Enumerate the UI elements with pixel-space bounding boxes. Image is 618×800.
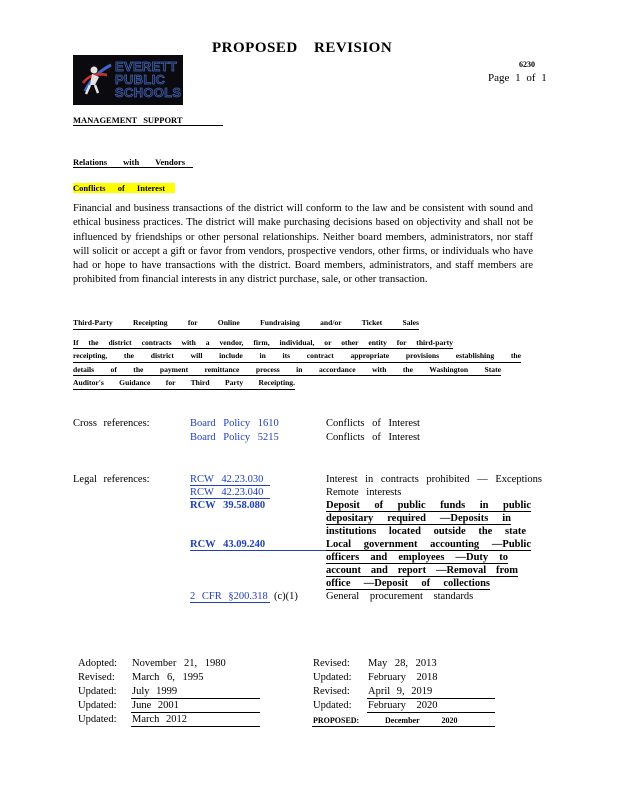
cross-ref-title-2: Conflicts of Interest [326, 432, 420, 443]
history-right-label-1: Revised: [313, 658, 350, 669]
section-title: MANAGEMENT SUPPORT [73, 115, 223, 126]
legal-ref-title-4-line-1: Local government accounting —Public [326, 539, 531, 550]
history-right-label-2: Updated: [313, 672, 352, 683]
title-proposed: PROPOSED [212, 40, 298, 56]
third-party-section [73, 316, 521, 390]
title-revision: REVISION [314, 40, 393, 56]
district-logo: EVERETT PUBLIC SCHOOLS [73, 55, 183, 105]
legal-ref-link-4[interactable]: RCW 43.09.240 [190, 539, 326, 551]
legal-ref-title-5: General procurement standards [326, 591, 474, 602]
cross-references-label: Cross references: [73, 418, 150, 429]
legal-ref-title-3-line-2: depositary required —Deposits in [326, 513, 511, 524]
legal-ref-link-3[interactable]: RCW 39.58.080 [190, 500, 266, 511]
cross-ref-link-2[interactable]: Board Policy 5215 [190, 432, 279, 443]
cross-ref-title-1: Conflicts of Interest [326, 418, 420, 429]
legal-ref-title-4-line-3: account and report —Removal from [326, 565, 518, 576]
legal-ref-link-2[interactable]: RCW 42.23.040 [190, 487, 270, 499]
third-party-line-2: receipting, the district will include in its contract appropriate provisions establishing the [73, 349, 521, 363]
conflicts-heading: Conflicts of Interest [73, 183, 175, 193]
third-party-line-4: Auditor's Guidance for Third Party Receipting. [73, 376, 295, 390]
history-rule [131, 698, 260, 699]
history-left-date-4: June 2001 [132, 700, 179, 711]
legal-ref-title-4-line-4: office —Deposit of collections [326, 578, 490, 589]
legal-ref-suffix-5: (c)(1) [274, 591, 298, 602]
history-right-date-3: April 9, 2019 [368, 686, 433, 697]
history-left-label-1: Adopted: [78, 658, 118, 669]
legal-references-label: Legal references: [73, 474, 150, 485]
history-rule [312, 726, 495, 727]
history-left-label-4: Updated: [78, 700, 117, 711]
history-right-label-4: Updated: [313, 700, 352, 711]
history-left-date-2: March 6, 1995 [132, 672, 204, 683]
legal-ref-title-4-line-2: officers and employees —Duty to [326, 552, 508, 563]
cross-ref-link-1[interactable]: Board Policy 1610 [190, 418, 279, 429]
legal-ref-title-3-line-3: institutions located outside the state [326, 526, 526, 537]
third-party-line-1: If the district contracts with a vendor, firm, individual, or other entity for third-party [73, 336, 453, 350]
history-rule [131, 726, 260, 727]
third-party-heading: Third-Party Receipting for Online Fundraising and/or Ticket Sales [73, 316, 419, 330]
history-right-label-3: Revised: [313, 686, 350, 697]
history-right-date-4: February 2020 [368, 700, 438, 711]
history-rule [367, 712, 495, 713]
history-left-date-5: March 2012 [132, 714, 188, 725]
history-left-label-5: Updated: [78, 714, 117, 725]
swoosh-logo-icon [81, 61, 113, 97]
history-right-date-2: February 2018 [368, 672, 438, 683]
history-right-date-5: December 2020 [385, 716, 458, 725]
page-indicator: Page 1 of 1 [488, 72, 547, 84]
subject-title: Relations with Vendors [73, 157, 193, 168]
history-rule [367, 698, 495, 699]
history-rule [131, 712, 260, 713]
history-left-date-3: July 1999 [132, 686, 178, 697]
legal-ref-link-5[interactable]: 2 CFR §200.318 [190, 591, 270, 603]
history-right-date-1: May 28, 2013 [368, 658, 437, 669]
legal-ref-link-1[interactable]: RCW 42.23.030 [190, 474, 270, 486]
policy-number: 6230 [519, 60, 535, 69]
legal-ref-title-2: Remote interests [326, 487, 402, 498]
legal-ref-title-3-line-1: Deposit of public funds in public [326, 500, 531, 511]
history-left-date-1: November 21, 1980 [132, 658, 226, 669]
legal-ref-title-1: Interest in contracts prohibited — Exceptions [326, 474, 542, 485]
history-left-label-2: Revised: [78, 672, 115, 683]
conflict-paragraph: Financial and business transactions of the district will conform to the law and be consistent with sound and ethical business practices. The district will make purchasing decisions based on objectivity and shall not be influenced by friendships or other personal relationships. Neither board members, administrators, nor staff will solicit or accept a gift or favor from vendors, prospective vendors, other firms, or individuals who have had or hope to have transactions with the district. Board members, administrators, and staff members are prohibited from financial interests in any district purchase, sale, or other transaction. [73, 203, 533, 286]
history-left-label-3: Updated: [78, 686, 117, 697]
history-right-label-5: PROPOSED: [313, 716, 360, 725]
third-party-line-3: details of the payment remittance process in accordance with the Washington State [73, 363, 501, 377]
